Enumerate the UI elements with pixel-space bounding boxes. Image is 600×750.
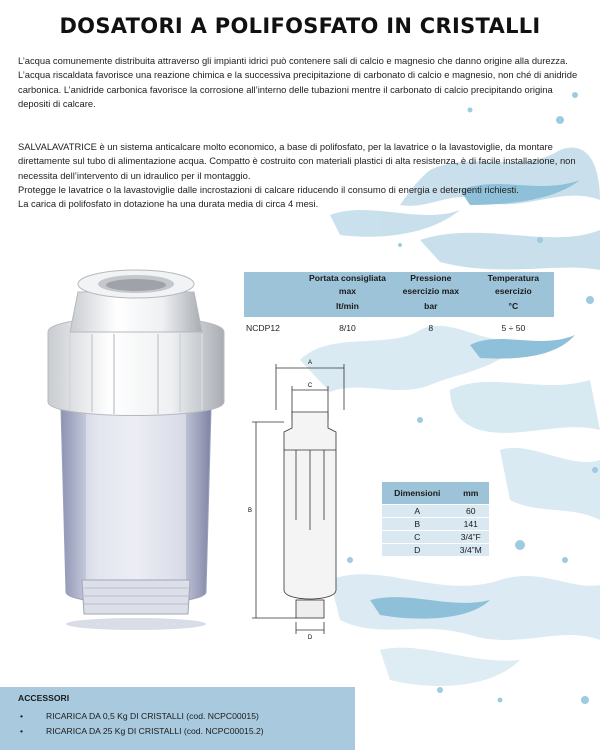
spec-unit-temperature: °C (473, 298, 554, 317)
dimensions-table (382, 482, 489, 556)
specifications-table (244, 272, 554, 333)
dim-label-a: A (307, 360, 313, 366)
dim-row (382, 544, 489, 557)
dim-row-key: C (382, 531, 453, 544)
spec-header-temperature: Temperatura esercizio (473, 272, 554, 298)
accessory-item (20, 711, 259, 721)
description-line: SALVALAVATRICE è un sistema anticalcare molto economico, a base di polifosfato, per la lavatrice o la lavastoviglie, da montare direttamente sul tubo di alimentazione acqua. Compatto è costruito con materiali plastici di alta resistenza, è di facile installazione, non necessita dell’intervento di un idraulico per il montaggio. (18, 141, 576, 181)
spec-header-flow: Portata consigliata max (306, 272, 389, 298)
dim-row (382, 531, 489, 544)
spec-unit-flow: lt/min (306, 298, 389, 317)
spec-row-temperature: 5 ÷ 50 (501, 323, 526, 333)
spec-unit-pressure: bar (389, 298, 473, 317)
dim-row-key: D (382, 544, 453, 557)
intro-paragraph (18, 54, 580, 111)
technical-drawing (244, 350, 380, 640)
accessory-item (20, 726, 264, 736)
page-title: DOSATORI A POLIFOSFATO IN CRISTALLI (59, 14, 541, 38)
spec-units-row (244, 298, 554, 317)
spec-row (244, 317, 554, 333)
bullet-icon: • (20, 726, 24, 736)
spec-row-code: NCDP12 (246, 323, 280, 333)
dim-row (382, 505, 489, 518)
spec-unit-blank (244, 298, 306, 317)
accessory-label: RICARICA DA 25 Kg DI CRISTALLI (cod. NCPC00015.2) (46, 726, 264, 736)
spec-header-pressure: Pressione esercizio max (389, 272, 473, 298)
dim-row-value: 141 (453, 518, 489, 531)
dim-header-unit: mm (453, 482, 489, 505)
filter-product-image (30, 262, 242, 632)
spec-header-row (244, 272, 554, 298)
dim-row-key: B (382, 518, 453, 531)
spec-header-blank (244, 272, 306, 298)
dim-label-d: D (307, 635, 313, 640)
dim-row-value: 3/4”M (453, 544, 489, 557)
dim-label-c: C (307, 383, 313, 389)
spec-row-pressure: 8 (428, 323, 434, 333)
dim-row-value: 60 (453, 505, 489, 518)
dim-row (382, 518, 489, 531)
accessory-label: RICARICA DA 0,5 Kg DI CRISTALLI (cod. NCPC00015) (46, 711, 259, 721)
dim-label-b: B (247, 508, 253, 514)
description-line: Protegge le lavatrice o la lavastoviglie dalle incrostazioni di calcare riducendo il consumo di energia e detergenti richiesti. (18, 183, 519, 195)
intro-text: L’acqua comunemente distribuita attraverso gli impianti idrici può contenere sali di calcio e magnesio che danno origine alla durezza. L’acqua riscaldata favorisce una reazione chimica e la successiva precipitazione di carbonato di calcio e magnesio, non ché di anidride carbonica. L’anidride carbonica favorisce la corrosione all’interno delle tubazioni mentre il carbonato di calcio precipitando origina depositi di calcare. (18, 55, 578, 109)
accessories-box (0, 687, 355, 750)
description-line: La carica di polifosfato in dotazione ha una durata media di circa 4 mesi. (18, 198, 319, 210)
accessories-title: ACCESSORI (18, 693, 70, 703)
dim-header-label: Dimensioni (382, 482, 453, 505)
spec-row-flow: 8/10 (339, 323, 356, 333)
dim-row-value: 3/4”F (453, 531, 489, 544)
product-description (18, 140, 580, 211)
bullet-icon: • (20, 711, 24, 721)
dim-row-key: A (382, 505, 453, 518)
dim-header-row (382, 482, 489, 505)
